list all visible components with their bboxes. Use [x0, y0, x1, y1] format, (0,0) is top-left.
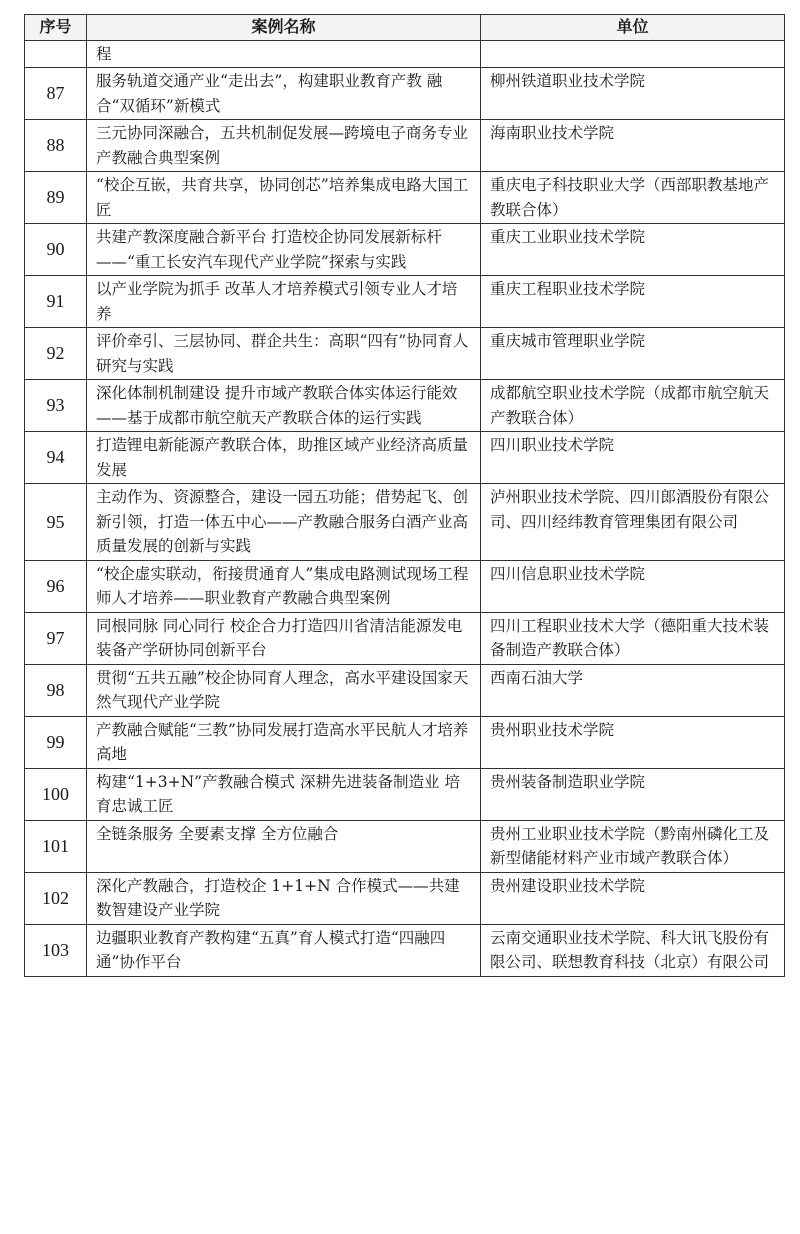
row-unit [481, 40, 785, 68]
row-unit [481, 768, 785, 820]
case-name-text: 以产业学院为抓手 改革人才培养模式引领专业人才培养 [96, 280, 458, 323]
row-no: 96 [25, 560, 87, 612]
row-case-name [87, 560, 481, 612]
row-case-name [87, 40, 481, 68]
row-case-name [87, 172, 481, 224]
row-case-name [87, 380, 481, 432]
unit-text: 贵州职业技术学院 [490, 720, 615, 739]
case-name-text: 打造锂电新能源产教联合体，助推区域产业经济高质量发展 [96, 436, 469, 479]
row-unit [481, 328, 785, 380]
row-no: 98 [25, 664, 87, 716]
header-case-name: 案例名称 [87, 15, 481, 41]
case-name-text: 三元协同深融合，五共机制促发展—跨境电子商务专业产教融合典型案例 [96, 124, 469, 167]
row-no: 92 [25, 328, 87, 380]
row-no: 93 [25, 380, 87, 432]
header-row [25, 15, 785, 41]
unit-text: 泸州职业技术学院、四川郎酒股份有限公司、四川经纬教育管理集团有限公司 [490, 488, 770, 531]
row-unit [481, 484, 785, 561]
table-row [25, 820, 785, 872]
unit-text: 海南职业技术学院 [490, 124, 615, 142]
case-name-text: “校企虚实联动，衔接贯通育人”集成电路测试现场工程师人才培养——职业教育产教融合典型案例 [96, 564, 469, 607]
row-no: 94 [25, 432, 87, 484]
table-row [25, 224, 785, 276]
row-unit [481, 224, 785, 276]
row-no: 100 [25, 768, 87, 820]
unit-text: 成都航空职业技术学院（成都市航空航天产教联合体） [490, 384, 770, 427]
row-unit [481, 924, 785, 976]
table-row [25, 380, 785, 432]
row-unit [481, 820, 785, 872]
table-body [25, 40, 785, 976]
header-unit: 单位 [481, 15, 785, 41]
unit-text: 四川工程职业技术大学（德阳重大技术装备制造产教联合体） [490, 616, 770, 659]
case-name-text: “校企互嵌，共育共享，协同创芯”培养集成电路大国工匠 [96, 176, 469, 219]
table-row [25, 560, 785, 612]
row-unit [481, 432, 785, 484]
case-table [24, 14, 785, 977]
row-case-name [87, 612, 481, 664]
unit-text: 贵州建设职业技术学院 [490, 876, 646, 895]
unit-text: 四川信息职业技术学院 [490, 564, 646, 583]
case-name-text: 服务轨道交通产业“走出去”，构建职业教育产教 融合“双循环”新模式 [96, 72, 443, 115]
unit-text: 重庆工程职业技术学院 [490, 280, 646, 298]
row-unit [481, 664, 785, 716]
table-row [25, 716, 785, 768]
row-no: 89 [25, 172, 87, 224]
row-unit [481, 716, 785, 768]
row-case-name [87, 768, 481, 820]
case-name-text: 评价牵引、三层协同、群企共生：高职“四有”协同育人研究与实践 [96, 332, 469, 375]
header-no: 序号 [25, 15, 87, 41]
table-row [25, 664, 785, 716]
table-row [25, 612, 785, 664]
table-row [25, 68, 785, 120]
row-case-name [87, 924, 481, 976]
row-no: 95 [25, 484, 87, 561]
table-row [25, 872, 785, 924]
row-unit [481, 612, 785, 664]
case-name-text: 构建“1+3+N”产教融合模式 深耕先进装备制造业 培育忠诚工匠 [96, 772, 460, 815]
table-row [25, 120, 785, 172]
row-no: 99 [25, 716, 87, 768]
row-no: 88 [25, 120, 87, 172]
case-name-text: 同根同脉 同心同行 校企合力打造四川省清洁能源发电装备产学研协同创新平台 [96, 616, 463, 659]
row-unit [481, 872, 785, 924]
row-no: 87 [25, 68, 87, 120]
case-name-text: 产教融合赋能“三教”协同发展打造高水平民航人才培养高地 [96, 720, 469, 763]
row-case-name [87, 484, 481, 561]
table-row [25, 924, 785, 976]
row-case-name [87, 276, 481, 328]
case-name-text: 程 [96, 44, 112, 63]
row-unit [481, 560, 785, 612]
unit-text: 贵州工业职业技术学院（黔南州磷化工及新型储能材料产业市域产教联合体） [490, 824, 770, 867]
unit-text: 重庆工业职业技术学院 [490, 228, 646, 246]
row-unit [481, 172, 785, 224]
case-name-text: 全链条服务 全要素支撑 全方位融合 [96, 824, 339, 843]
case-name-text: 主动作为、资源整合，建设一园五功能；借势起飞、创新引领，打造一体五中心——产教融合服务白酒产业高质量发展的创新与实践 [96, 488, 469, 555]
unit-text: 贵州装备制造职业学院 [490, 772, 646, 791]
row-unit [481, 68, 785, 120]
table-row [25, 172, 785, 224]
table-row [25, 328, 785, 380]
row-no: 91 [25, 276, 87, 328]
unit-text: 西南石油大学 [490, 668, 584, 687]
unit-text: 重庆城市管理职业学院 [490, 332, 646, 350]
case-name-text: 深化体制机制建设 提升市域产教联合体实体运行能效——基于成都市航空航天产教联合体的运行实践 [96, 384, 458, 427]
case-name-text: 贯彻“五共五融”校企协同育人理念，高水平建设国家天然气现代产业学院 [96, 668, 469, 711]
continuation-row [25, 40, 785, 68]
row-case-name [87, 224, 481, 276]
row-no [25, 40, 87, 68]
row-case-name [87, 872, 481, 924]
row-case-name [87, 432, 481, 484]
unit-text: 重庆电子科技职业大学（西部职教基地产教联合体） [490, 176, 770, 219]
table-header [25, 15, 785, 41]
row-case-name [87, 328, 481, 380]
row-unit [481, 120, 785, 172]
row-case-name [87, 664, 481, 716]
row-case-name [87, 716, 481, 768]
table-row [25, 484, 785, 561]
row-unit [481, 276, 785, 328]
unit-text: 云南交通职业技术学院、科大讯飞股份有限公司、联想教育科技（北京）有限公司 [490, 928, 770, 971]
row-no: 101 [25, 820, 87, 872]
row-case-name [87, 68, 481, 120]
case-name-text: 深化产教融合，打造校企 1+1+N 合作模式——共建数智建设产业学院 [96, 876, 460, 919]
row-no: 90 [25, 224, 87, 276]
row-unit [481, 380, 785, 432]
table-row [25, 768, 785, 820]
case-name-text: 共建产教深度融合新平台 打造校企协同发展新标杆——“重工长安汽车现代产业学院”探索与实践 [96, 228, 442, 271]
unit-text: 四川职业技术学院 [490, 436, 615, 454]
unit-text: 柳州铁道职业技术学院 [490, 72, 646, 90]
row-no: 97 [25, 612, 87, 664]
row-no: 103 [25, 924, 87, 976]
case-name-text: 边疆职业教育产教构建“五真”育人模式打造“四融四通”协作平台 [96, 928, 446, 971]
row-case-name [87, 820, 481, 872]
table-row [25, 432, 785, 484]
table-row [25, 276, 785, 328]
row-no: 102 [25, 872, 87, 924]
row-case-name [87, 120, 481, 172]
